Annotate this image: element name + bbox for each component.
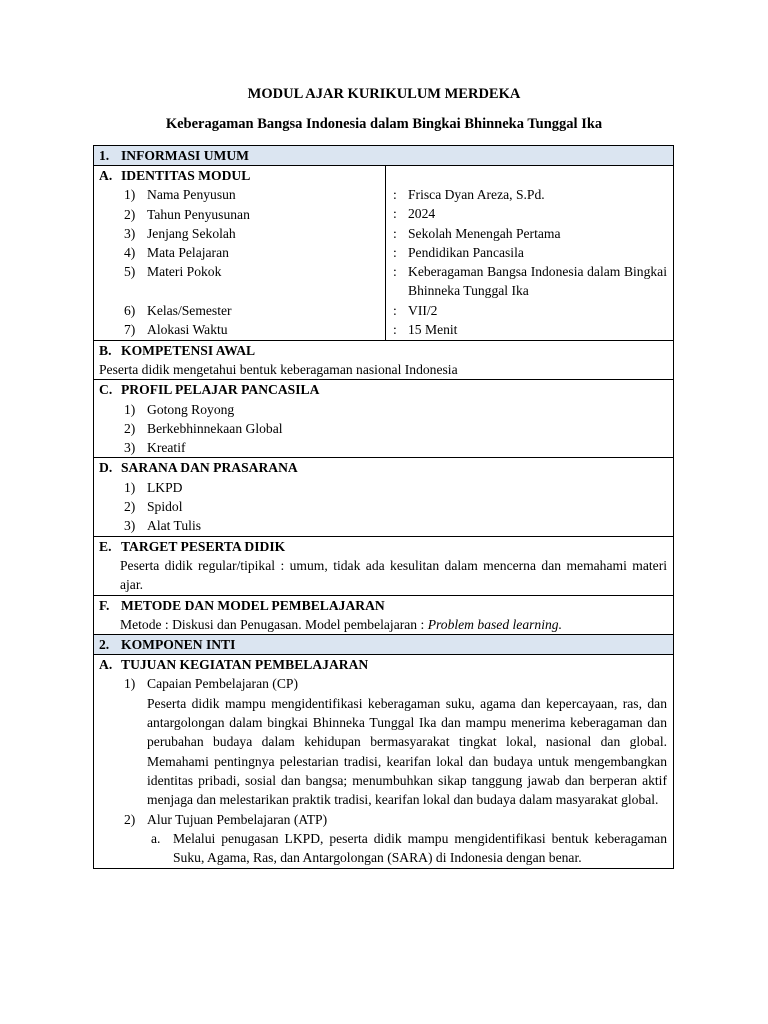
tujuan-letter: A. [99, 657, 113, 673]
module-table [93, 145, 674, 869]
model-name: Problem based learning. [427, 616, 562, 632]
list-item: 1) Gotong Royong [124, 401, 235, 417]
kompetensi-heading: KOMPETENSI AWAL [121, 342, 256, 358]
metode-text: Metode : Diskusi dan Penugasan. Model pembelajaran : Problem based learning. [120, 616, 562, 632]
identitas-keys [94, 166, 386, 340]
target-heading: TARGET PESERTA DIDIK [121, 538, 286, 554]
identitas-heading: IDENTITAS MODUL [121, 168, 251, 183]
metode-letter: F. [99, 597, 110, 613]
tujuan-kegiatan [94, 655, 673, 868]
list-item: 2) Berkebhinnekaan Global [124, 420, 283, 436]
document-subtitle: Keberagaman Bangsa Indonesia dalam Bingkai Bhinneka Tunggal Ika [165, 116, 603, 132]
metode-model [94, 596, 673, 636]
identitas-key-row: 3) Jenjang Sekolah [124, 225, 236, 241]
atp-item: a. Melalui penugasan LKPD, peserta didik mampu mengidentifikasi bentuk keberagaman Suku, Agama, Ras, dan Antargolongan (SARA) di Indonesia dengan benar. [151, 830, 667, 866]
section-informasi-umum [94, 146, 673, 166]
identitas-key-row: 5) Materi Pokok [124, 264, 222, 280]
profil-pelajar-pancasila [94, 380, 673, 458]
target-text: Peserta didik regular/tipikal : umum, tidak ada kesulitan dalam mencerna dan memahami materi ajar. [120, 557, 667, 593]
list-item: 1) LKPD [124, 479, 183, 495]
identitas-modul [94, 166, 673, 341]
atp-title: 2) Alur Tujuan Pembelajaran (ATP) [124, 811, 328, 827]
identitas-values [386, 166, 673, 340]
identitas-key-row: 6) Kelas/Semester [124, 303, 232, 319]
cp-title: 1) Capaian Pembelajaran (CP) [124, 676, 298, 692]
list-item: 2) Spidol [124, 499, 183, 515]
target-peserta-didik [94, 537, 673, 596]
kompetensi-text: Peserta didik mengetahui bentuk keberagaman nasional Indonesia [99, 361, 458, 377]
identitas-value-row: : 15 Menit [393, 322, 458, 338]
identitas-value-row: : 2024 [393, 206, 436, 222]
document-title: MODUL AJAR KURIKULUM MERDEKA [247, 86, 521, 102]
identitas-value-row: : Sekolah Menengah Pertama [393, 225, 561, 241]
identitas-value-row: : Frisca Dyan Areza, S.Pd. [393, 187, 545, 202]
identitas-key-row: 7) Alokasi Waktu [124, 322, 228, 338]
sarana-heading: SARANA DAN PRASARANA [121, 460, 298, 476]
list-item: 3) Alat Tulis [124, 518, 202, 534]
section-label: INFORMASI UMUM [121, 148, 249, 163]
tujuan-heading: TUJUAN KEGIATAN PEMBELAJARAN [121, 657, 369, 673]
kompetensi-awal [94, 341, 673, 381]
profil-heading: PROFIL PELAJAR PANCASILA [121, 382, 320, 398]
section-komponen-inti [94, 635, 673, 655]
section-number: 2. [99, 637, 110, 653]
metode-heading: METODE DAN MODEL PEMBELAJARAN [121, 597, 385, 613]
identitas-value-row: : VII/2 [393, 302, 438, 318]
cp-text: Peserta didik mampu mengidentifikasi keberagaman suku, agama dan kepercayaan, ras, dan antargolongan dalam bingkai Bhinneka Tunggal Ika dan mampu menerima keberagaman dan perubahan budaya dalam kehidupan bermasyarakat tingkat lokal, nasional dan global. Memahami pentingnya pelestarian tradisi, kearifan lokal dan budaya untuk mengembangkan identitas pribadi, sosial dan bangsa; menumbuhkan sikap tanggung jawab dan berperan aktif menjaga dan melestarikan praktik tradisi, kearifan lokal dan budaya dalam masyarakat global. [147, 695, 667, 808]
identitas-value-row: : Pendidikan Pancasila [393, 244, 524, 260]
sarana-prasarana [94, 458, 673, 536]
kompetensi-letter: B. [99, 342, 112, 358]
section-number: 1. [99, 148, 110, 163]
identitas-key-row: 2) Tahun Penyusunan [124, 206, 250, 222]
list-item: 3) Kreatif [124, 440, 186, 456]
identitas-value-row: : Keberagaman Bangsa Indonesia dalam Bingkai Bhinneka Tunggal Ika [393, 264, 667, 299]
profil-letter: C. [99, 382, 113, 398]
target-letter: E. [99, 538, 112, 554]
sarana-letter: D. [99, 460, 113, 476]
identitas-letter: A. [99, 168, 113, 183]
identitas-key-row: 1) Nama Penyusun [124, 187, 236, 203]
identitas-key-row: 4) Mata Pelajaran [124, 245, 229, 261]
section-label: KOMPONEN INTI [121, 637, 236, 653]
